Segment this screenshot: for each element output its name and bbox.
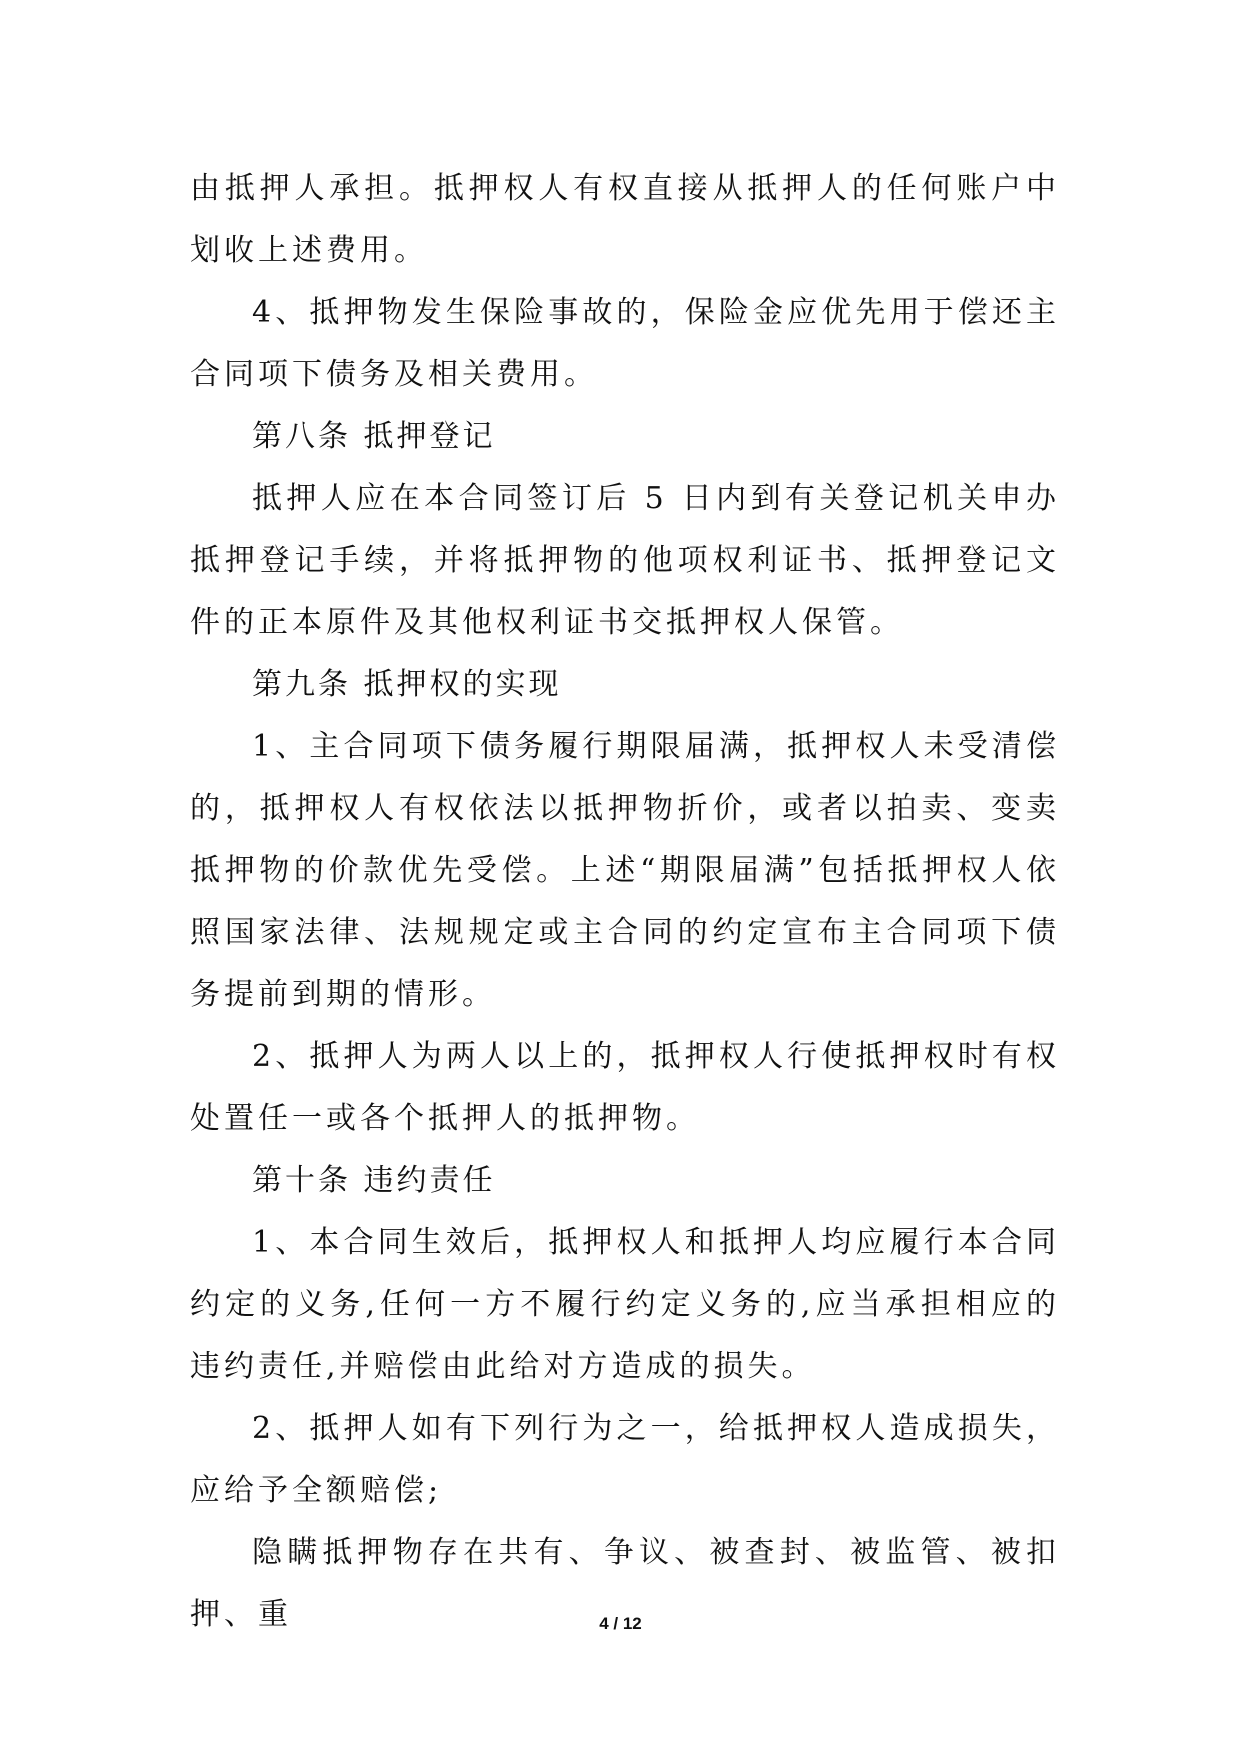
paragraph-continuation: 由抵押人承担。抵押权人有权直接从抵押人的任何账户中划收上述费用。 bbox=[190, 171, 1060, 268]
section-heading: 第九条 抵押权的实现 bbox=[252, 667, 562, 702]
paragraph-item: 隐瞒抵押物存在共有、争议、被查封、被监管、被扣押、重 bbox=[190, 1535, 1060, 1632]
paragraph-item: 1、本合同生效后，抵押权人和抵押人均应履行本合同约定的义务,任何一方不履行约定义务的,应当承担相应的违约责任,并赔偿由此给对方造成的损失。 bbox=[190, 1225, 1060, 1384]
section-heading: 第十条 违约责任 bbox=[252, 1163, 496, 1198]
document-body bbox=[190, 158, 1060, 1646]
paragraph-item: 1、主合同项下债务履行期限届满，抵押权人未受清偿的，抵押权人有权依法以抵押物折价，或者以拍卖、变卖抵押物的价款优先受偿。上述“期限届满”包括抵押权人依照国家法律、法规规定或主合同的约定宣布主合同项下债务提前到期的情形。 bbox=[190, 729, 1060, 1012]
paragraph-item: 2、抵押人如有下列行为之一，给抵押权人造成损失，应给予全额赔偿; bbox=[190, 1411, 1060, 1508]
page-number: 4 / 12 bbox=[599, 1614, 642, 1633]
section-heading: 第八条 抵押登记 bbox=[252, 419, 496, 454]
paragraph-item: 4、抵押物发生保险事故的，保险金应优先用于偿还主合同项下债务及相关费用。 bbox=[190, 295, 1060, 392]
paragraph-item: 抵押人应在本合同签订后 5 日内到有关登记机关申办抵押登记手续，并将抵押物的他项权利证书、抵押登记文件的正本原件及其他权利证书交抵押权人保管。 bbox=[190, 481, 1060, 640]
paragraph-item: 2、抵押人为两人以上的，抵押权人行使抵押权时有权处置任一或各个抵押人的抵押物。 bbox=[190, 1039, 1060, 1136]
